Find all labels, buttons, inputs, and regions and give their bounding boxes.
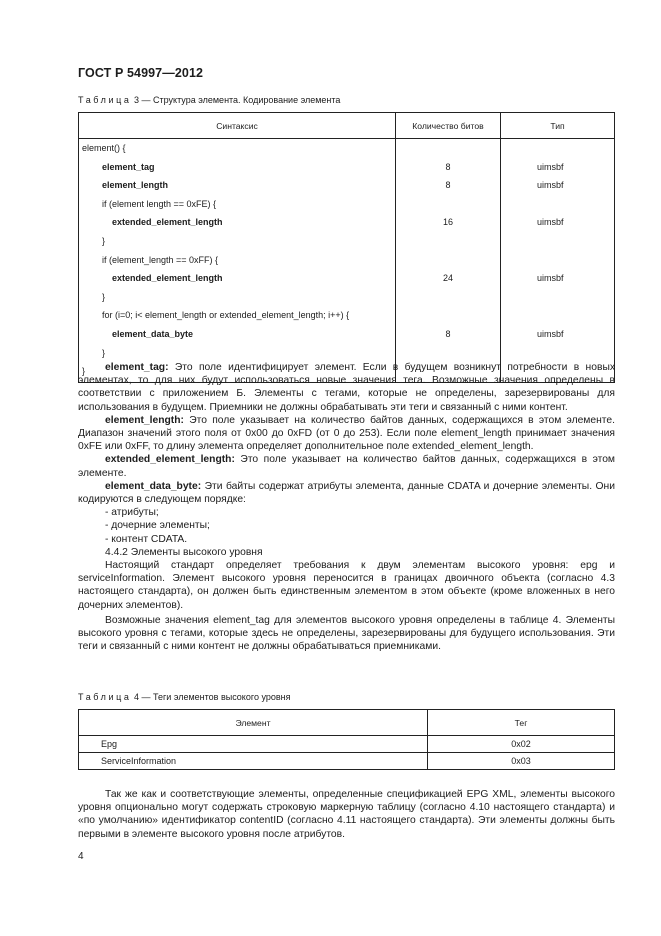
description-block-1 bbox=[78, 361, 615, 653]
table3-type-value: uimsbf bbox=[537, 273, 564, 284]
table3-bits-value: 24 bbox=[442, 273, 453, 284]
term-element-tag: element_tag: bbox=[105, 362, 169, 373]
term-element-data-byte: element_data_byte: bbox=[105, 480, 202, 492]
table3-bits-value bbox=[396, 344, 500, 363]
table3-bits-value bbox=[396, 139, 500, 158]
table3-type-cell bbox=[501, 139, 615, 383]
table3-type-value bbox=[501, 306, 614, 325]
text-element-tag: Это поле идентифицирует элемент. Если в будущем возникнут потребности в новых элементах, то для них будут использоваться новые значения тега. Возможные значения определены в соответствии с приложением Б. Элементы с тегами, которые не определены, зарезервированы для использования в будущем. Приемники не должны обрабатывать эти теги и связанный с ними контент. bbox=[78, 362, 615, 413]
table3-bits-value: 8 bbox=[445, 161, 451, 172]
table3-syntax-line: extended_element_length bbox=[112, 273, 223, 284]
table3-bits-value: 8 bbox=[445, 328, 451, 339]
table3-syntax-line: extended_element_length bbox=[112, 217, 223, 228]
table3 bbox=[78, 112, 615, 383]
paragraph-element-length bbox=[78, 414, 615, 454]
table4-col-element: Элемент bbox=[79, 710, 428, 736]
list-item: - дочерние элементы; bbox=[105, 520, 210, 532]
table3-syntax-line: for (i=0; i< element_length or extended_element_length; i++) { bbox=[102, 310, 350, 321]
table3-type-value bbox=[501, 344, 614, 363]
table4-element-cell: ServiceInformation bbox=[79, 753, 428, 770]
text-element-length: Это поле указывает на количество байтов данных, содержащихся в этом элементе. Диапазон значений этого поля от 0x00 до 0xFD (от 0 до 253). Если поле element_length принимает значения 0xFE или 0xFF, то длину элемента определяет дополнительное поле extended_element_length. bbox=[78, 414, 615, 453]
table3-syntax-line: element_tag bbox=[102, 161, 155, 172]
table3-syntax-line: } bbox=[102, 291, 106, 302]
table3-col-bits: Количество битов bbox=[396, 113, 501, 139]
table3-type-value bbox=[501, 288, 614, 307]
table3-bits-value: 8 bbox=[445, 180, 451, 191]
text-extended-element-length: Это поле указывает на количество байтов данных, содержащихся в этом элементе. bbox=[78, 454, 615, 479]
table-row bbox=[79, 753, 615, 770]
table4-caption-word: Таблица bbox=[78, 692, 132, 702]
paragraph-element-tag-values: Возможные значения element_tag для элементов высокого уровня определены в таблице 4. Элементы высокого уровня с тегами, которые здесь не определены, зарезервированы для будущего использования. Эти теги и связанный с ними контент не должны обрабатываться приемниками. bbox=[78, 614, 615, 653]
table3-caption-text: 3 — Структура элемента. Кодирование элемента bbox=[134, 95, 341, 105]
list-item: - атрибуты; bbox=[105, 507, 159, 519]
section-heading: 4.4.2 Элементы высокого уровня bbox=[105, 546, 263, 558]
table3-bits-value bbox=[396, 195, 500, 214]
table3-syntax-line: if (element length == 0xFE) { bbox=[102, 198, 217, 209]
table3-caption-word: Таблица bbox=[78, 95, 132, 105]
table3-type-value: uimsbf bbox=[537, 180, 564, 191]
document-header: ГОСТ Р 54997—2012 bbox=[78, 66, 204, 80]
table3-bits-value: 16 bbox=[442, 217, 453, 228]
paragraph-element-tag bbox=[78, 361, 615, 414]
table3-syntax-line: } bbox=[102, 235, 106, 246]
table4-caption-text: 4 — Теги элементов высокого уровня bbox=[134, 692, 291, 702]
table4-col-tag: Тег bbox=[428, 710, 615, 736]
table3-bits-value bbox=[396, 251, 500, 270]
paragraph-epg-xml: Так же как и соответствующие элементы, определенные спецификацией EPG XML, элементы высокого уровня опционально могут содержать строковую маркерную таблицу (согласно 4.10 настоящего стандарта) и «по умолчанию» идентификатор contentID (согласно 4.11 настоящего стандарта). Эти элементы должны быть первыми в элементе высокого уровня после атрибутов. bbox=[78, 789, 615, 840]
term-element-length: element_length: bbox=[105, 414, 184, 426]
table4-caption bbox=[78, 692, 290, 702]
table3-syntax-line: element() { bbox=[82, 143, 126, 153]
text-element-data-byte: Эти байты содержат атрибуты элемента, данные CDATA и дочерние элементы. Они кодируются в следующем порядке: bbox=[78, 480, 615, 506]
paragraph-element-data-byte bbox=[78, 480, 615, 506]
table4-tag-cell: 0x02 bbox=[428, 736, 615, 753]
table-row bbox=[79, 736, 615, 753]
table3-bits-value bbox=[396, 232, 500, 251]
table3-type-value: uimsbf bbox=[537, 328, 564, 339]
table3-type-value: uimsbf bbox=[537, 217, 564, 228]
paragraph-extended-element-length bbox=[78, 453, 615, 479]
table3-type-value bbox=[501, 251, 614, 270]
table3-type-value bbox=[501, 139, 614, 158]
table3-bits-value bbox=[396, 288, 500, 307]
table4-element-cell: Epg bbox=[79, 736, 428, 753]
table3-bits-value bbox=[396, 306, 500, 325]
table3-syntax-line: element_length bbox=[102, 180, 169, 191]
table3-syntax-line: if (element_length == 0xFF) { bbox=[102, 254, 219, 265]
table3-syntax-cell bbox=[79, 139, 396, 383]
table3-type-value bbox=[501, 195, 614, 214]
table3-bits-cell bbox=[396, 139, 501, 383]
table3-syntax-line: } bbox=[102, 347, 106, 358]
table3-syntax-line: } bbox=[82, 366, 86, 377]
term-extended-element-length: extended_element_length: bbox=[105, 454, 235, 466]
description-block-2 bbox=[78, 788, 615, 841]
table3-col-syntax: Синтаксис bbox=[79, 113, 396, 139]
table4-tag-cell: 0x03 bbox=[428, 753, 615, 770]
table3-type-value bbox=[501, 232, 614, 251]
table3-syntax-line: element_data_byte bbox=[112, 328, 194, 339]
table3-caption bbox=[78, 95, 340, 105]
page-number: 4 bbox=[78, 851, 84, 862]
table3-col-type: Тип bbox=[501, 113, 615, 139]
list-item: - контент CDATA. bbox=[105, 533, 188, 545]
paragraph-high-level-elements: Настоящий стандарт определяет требования к двум элементам высокого уровня: epg и serviceInformation. Элемент высокого уровня переносится в границах двоичного объекта (согласно 4.3 настоящего стандарта), он должен быть единственным элементом в этом объекте (кроме вложенных в него дочерних элементов). bbox=[78, 560, 615, 611]
table3-type-value: uimsbf bbox=[537, 161, 564, 172]
table4 bbox=[78, 709, 615, 770]
